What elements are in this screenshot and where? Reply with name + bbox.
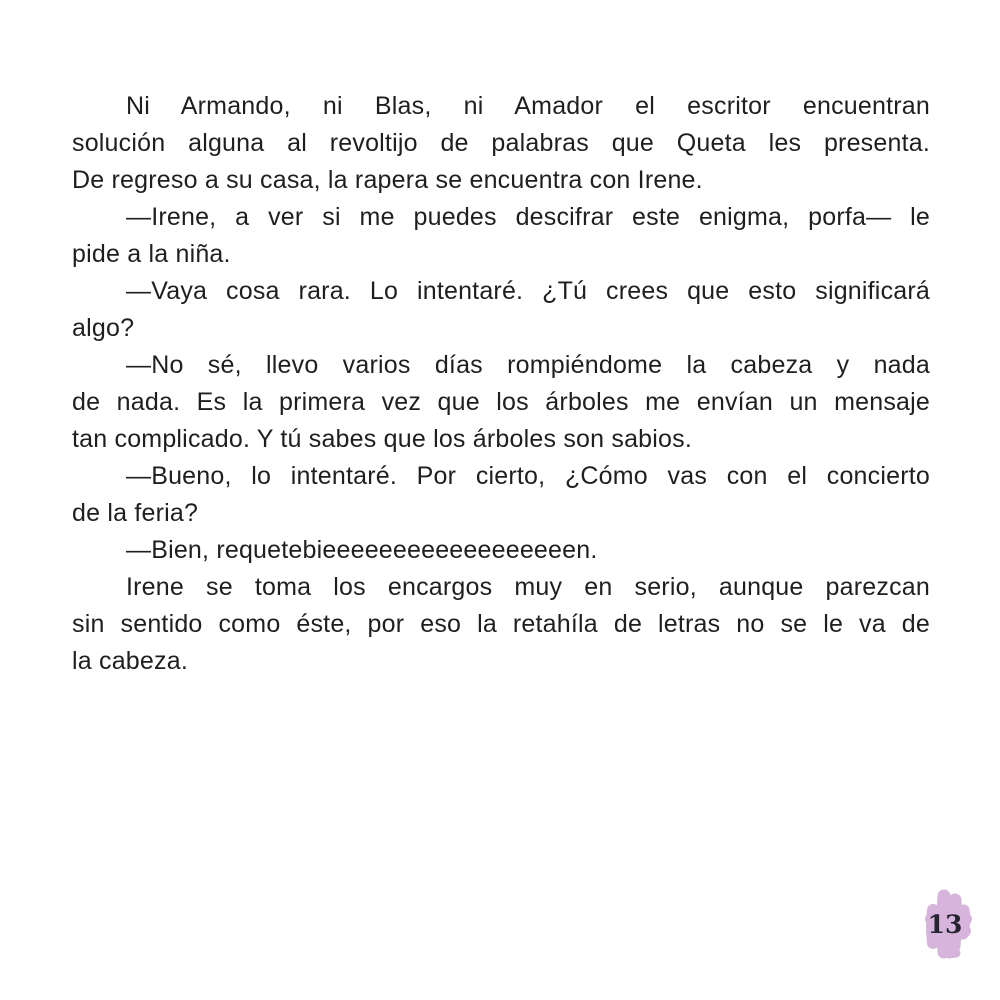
text-line: sin sentido como éste, por eso la retahíla de letras no se le va de <box>72 610 930 638</box>
text-line: —No sé, llevo varios días rompiéndome la cabeza y nada <box>126 351 930 379</box>
text-line: de nada. Es la primera vez que los árboles me envían un mensaje <box>72 388 930 416</box>
paragraph <box>72 199 930 273</box>
text-line: solución alguna al revoltijo de palabras que Queta les presenta. <box>72 129 930 157</box>
text-line: —Irene, a ver si me puedes descifrar este enigma, porfa— le <box>126 203 930 231</box>
text-line: la cabeza. <box>72 647 188 675</box>
text-line: —Vaya cosa rara. Lo intentaré. ¿Tú crees que esto significará <box>126 277 930 305</box>
page-number: 13 <box>927 910 963 939</box>
text-line: —Bueno, lo intentaré. Por cierto, ¿Cómo vas con el concierto <box>126 462 930 490</box>
paragraph <box>72 458 930 532</box>
text-line: —Bien, requetebieeeeeeeeeeeeeeeeeen. <box>126 536 598 564</box>
text-line: de la feria? <box>72 499 199 527</box>
paragraph <box>72 532 930 569</box>
page-number-badge <box>916 886 978 964</box>
text-line: Ni Armando, ni Blas, ni Amador el escritor encuentran <box>126 92 930 120</box>
text-line: pide a la niña. <box>72 240 231 268</box>
paragraph <box>72 347 930 458</box>
text-line: algo? <box>72 314 135 342</box>
paragraph <box>72 88 930 199</box>
paragraph <box>72 273 930 347</box>
text-line: De regreso a su casa, la rapera se encuentra con Irene. <box>72 166 703 194</box>
paragraph <box>72 569 930 680</box>
text-block <box>72 88 930 680</box>
text-line: tan complicado. Y tú sabes que los árboles son sabios. <box>72 425 692 453</box>
text-line: Irene se toma los encargos muy en serio, aunque parezcan <box>126 573 930 601</box>
